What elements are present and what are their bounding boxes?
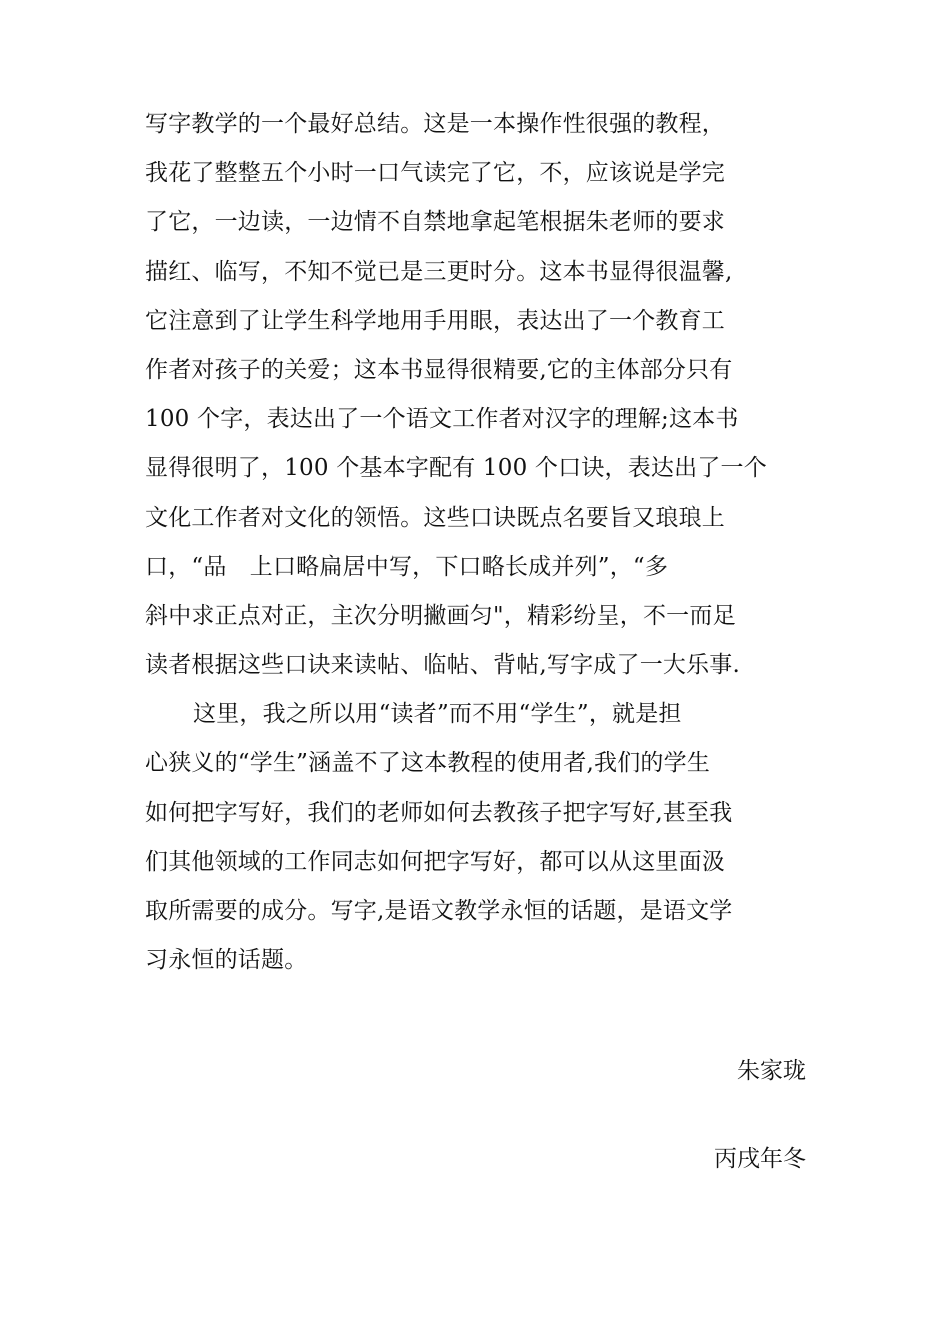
paragraph-start-line: 这里，我之所以用“读者”而不用“学生”，就是担 <box>193 701 682 728</box>
signature-date: 丙戌年冬 <box>714 1146 806 1172</box>
text-line: 口，“品 上口略扁居中写，下口略长成并列”，“多 <box>145 553 669 580</box>
text-line: 如何把字写好，我们的老师如何去教孩子把字写好,甚至我 <box>145 799 733 826</box>
text-line: 我花了整整五个小时一口气读完了它，不，应该说是学完 <box>145 160 725 187</box>
text-line: 们其他领域的工作同志如何把字写好，都可以从这里面汲 <box>145 848 725 875</box>
text-line: 描红、临写，不知不觉已是三更时分。这本书显得很温馨, <box>145 258 733 285</box>
text-line: 斜中求正点对正，主次分明撇画匀"，精彩纷呈，不一而足 <box>145 602 736 629</box>
text-line: 取所需要的成分。写字,是语文教学永恒的话题，是语文学 <box>145 898 733 924</box>
text-line: 心狭义的“学生”涵盖不了这本教程的使用者,我们的学生 <box>145 750 711 777</box>
text-line: 它注意到了让学生科学地用手用眼，表达出了一个教育工 <box>145 307 725 334</box>
body-text <box>145 100 810 985</box>
text-line: 读者根据这些口诀来读帖、临帖、背帖,写字成了一大乐事. <box>145 652 741 679</box>
text-line: 显得很明了，100 个基本字配有 100 个口诀，表达出了一个 <box>145 455 767 482</box>
text-line: 100 个字，表达出了一个语文工作者对汉字的理解;这本书 <box>145 406 739 433</box>
text-line: 了它，一边读，一边情不自禁地拿起笔根据朱老师的要求 <box>145 209 725 236</box>
text-line: 习永恒的话题。 <box>145 947 308 974</box>
text-line: 写字教学的一个最好总结。这是一本操作性很强的教程， <box>145 111 725 137</box>
text-line: 文化工作者对文化的领悟。这些口诀既点名要旨又琅琅上 <box>145 504 725 531</box>
text-line: 作者对孩子的关爱；这本书显得很精要,它的主体部分只有 <box>145 356 733 383</box>
author-signature: 朱家珑 <box>737 1058 806 1084</box>
